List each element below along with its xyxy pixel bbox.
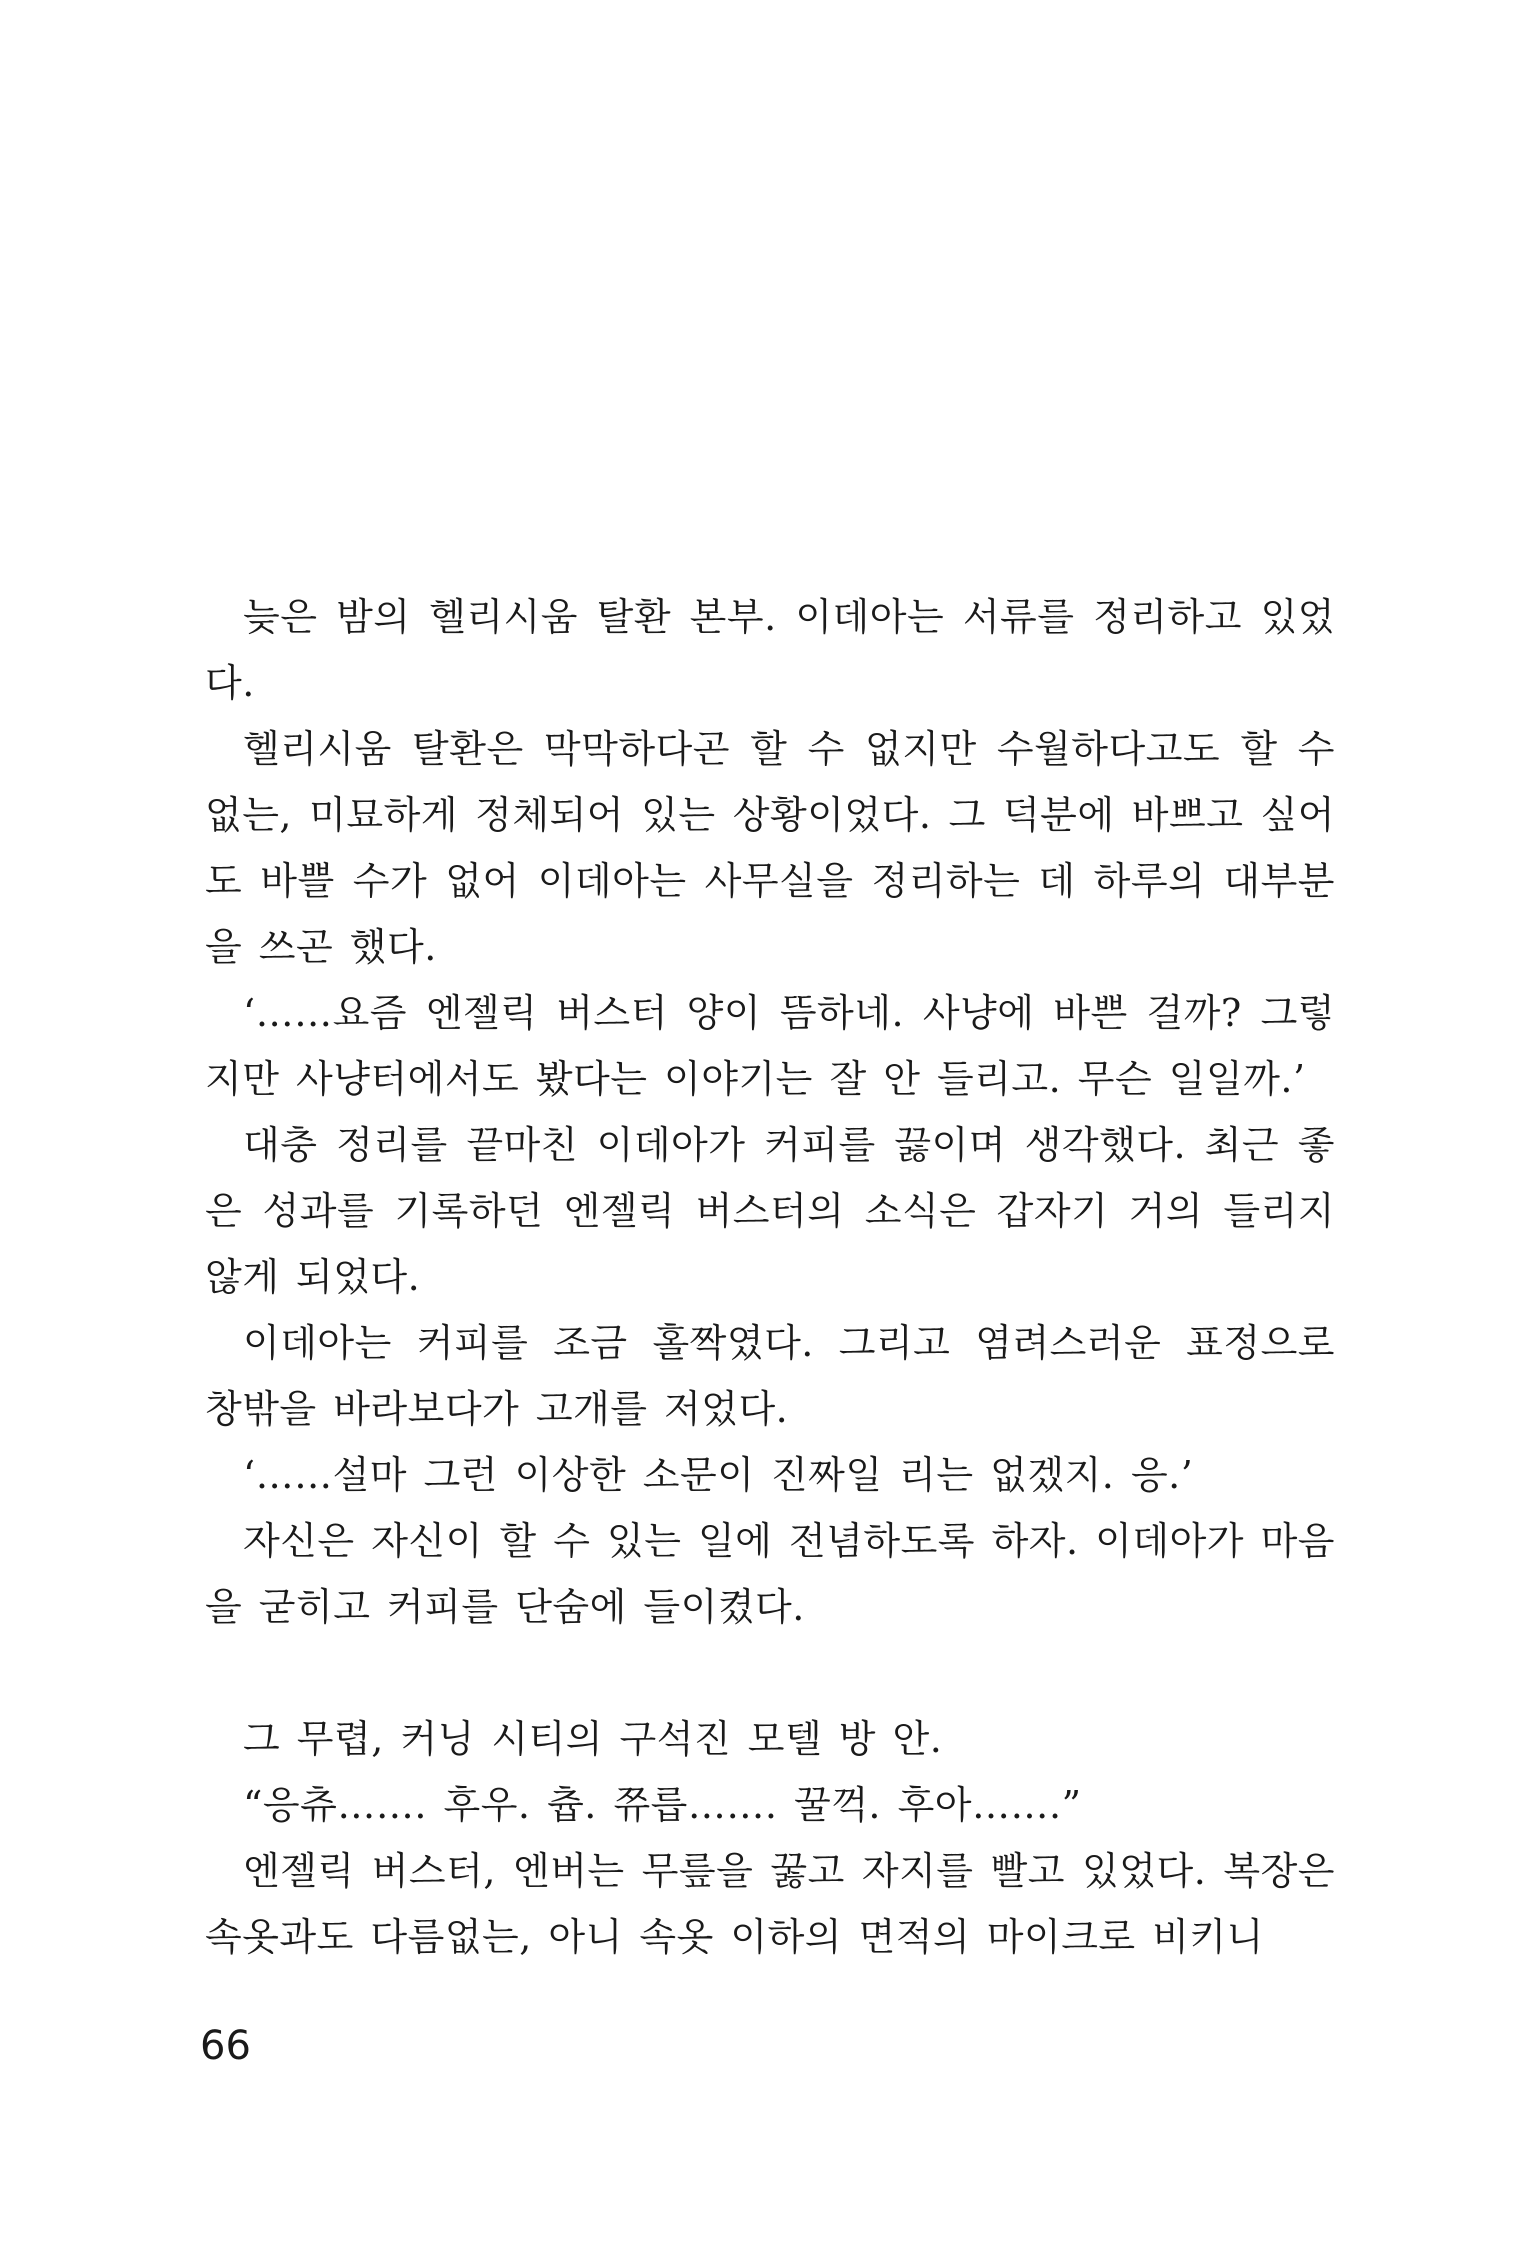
paragraph: 이데아는 커피를 조금 홀짝였다. 그리고 염려스러운 표정으로 창밖을 바라보다가 고개를 저었다.: [205, 1321, 1335, 1431]
paragraph: 자신은 자신이 할 수 있는 일에 전념하도록 하자. 이데아가 마음을 굳히고 커피를 단숨에 들이켰다.: [205, 1519, 1335, 1629]
paragraph: 엔젤릭 버스터, 엔버는 무릎을 꿇고 자지를 빨고 있었다. 복장은 속옷과도 다름없는, 아니 속옷 이하의 면적의 마이크로 비키니: [205, 1849, 1335, 1959]
section-break: [205, 1640, 1335, 1706]
paragraph: ‘……요즘 엔젤릭 버스터 양이 뜸하네. 사냥에 바쁜 걸까? 그렇지만 사냥터에서도 봤다는 이야기는 잘 안 들리고. 무슨 일일까.’: [205, 991, 1335, 1101]
paragraph: 늦은 밤의 헬리시움 탈환 본부. 이데아는 서류를 정리하고 있었다.: [205, 595, 1335, 705]
paragraph: 그 무렵, 커닝 시티의 구석진 모텔 방 안.: [243, 1717, 943, 1761]
page-number: 66: [200, 2023, 251, 2069]
body-text: [205, 584, 1335, 1970]
paragraph: 헬리시움 탈환은 막막하다곤 할 수 없지만 수월하다고도 할 수 없는, 미묘하게 정체되어 있는 상황이었다. 그 덕분에 바쁘고 싶어도 바쁠 수가 없어 이데아는 사무실을 정리하는 데 하루의 대부분을 쓰곤 했다.: [205, 727, 1335, 969]
paragraph: ‘……설마 그런 이상한 소문이 진짜일 리는 없겠지. 응.’: [243, 1453, 1194, 1497]
paragraph: “응츄……. 후우. 츕. 쮸릅……. 꿀꺽. 후아…….”: [243, 1783, 1082, 1827]
paragraph: 대충 정리를 끝마친 이데아가 커피를 끓이며 생각했다. 최근 좋은 성과를 기록하던 엔젤릭 버스터의 소식은 갑자기 거의 들리지 않게 되었다.: [205, 1123, 1335, 1299]
